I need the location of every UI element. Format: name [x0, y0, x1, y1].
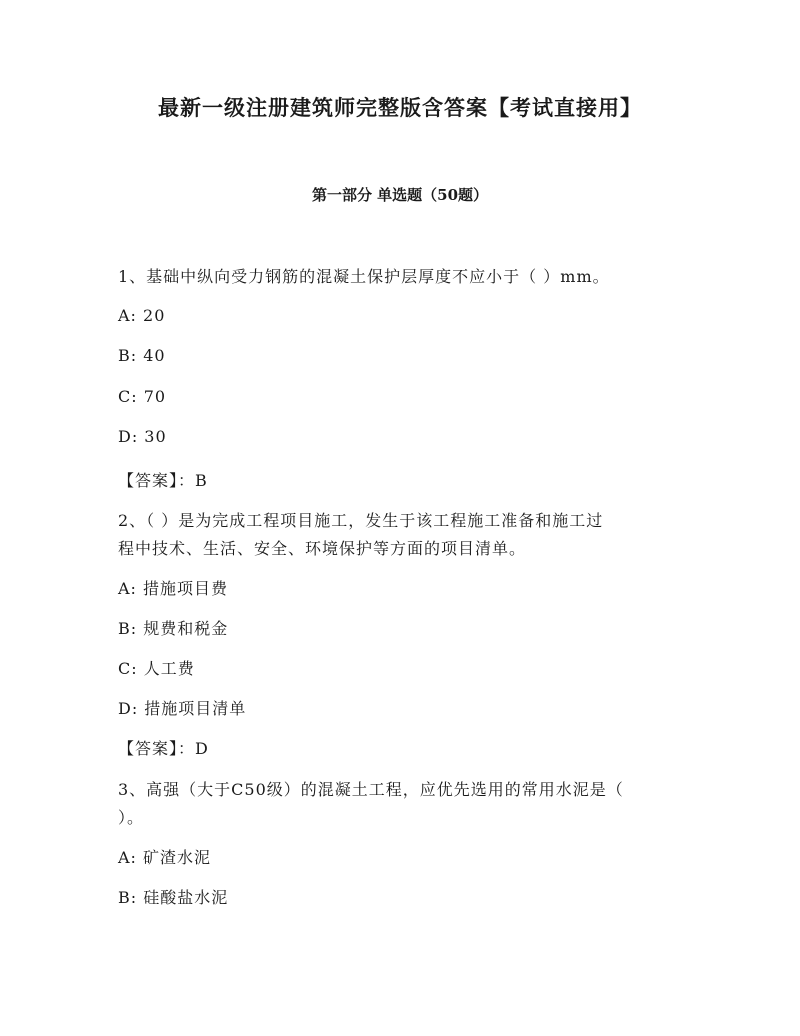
question-1-answer: 【答案】：B — [118, 471, 208, 490]
question-2-option-c: C: 人工费 — [118, 659, 195, 678]
question-2-option-b: B: 规费和税金 — [118, 619, 229, 638]
question-2-option-d: D: 措施项目清单 — [118, 699, 247, 718]
question-1-option-b: B: 40 — [118, 346, 166, 365]
question-3-stem-line-2: ）。 — [118, 808, 145, 827]
page-title: 最新一级注册建筑师完整版含答案【考试直接用】 — [158, 95, 642, 120]
question-3-option-b: B: 硅酸盐水泥 — [118, 888, 229, 907]
question-2-answer: 【答案】：D — [118, 739, 209, 758]
question-3-option-a: A: 矿渣水泥 — [118, 848, 212, 867]
question-1-option-a: A: 20 — [118, 306, 166, 325]
question-1-option-d: D: 30 — [118, 427, 167, 446]
question-2-stem-line-2: 程中技术、生活、安全、环境保护等方面的项目清单。 — [118, 539, 527, 558]
question-2-stem-line-1: 2、（ ）是为完成工程项目施工，发生于该工程施工准备和施工过 — [118, 511, 604, 530]
question-1-stem-line-1: 1、基础中纵向受力钢筋的混凝土保护层厚度不应小于（ ）mm。 — [118, 267, 610, 286]
section-heading: 第一部分 单选题（50题） — [311, 186, 489, 204]
question-3-stem-line-1: 3、高强（大于C50级）的混凝土工程，应优先选用的常用水泥是（ — [118, 780, 624, 799]
question-1-option-c: C: 70 — [118, 387, 167, 406]
question-2-option-a: A: 措施项目费 — [118, 579, 229, 598]
